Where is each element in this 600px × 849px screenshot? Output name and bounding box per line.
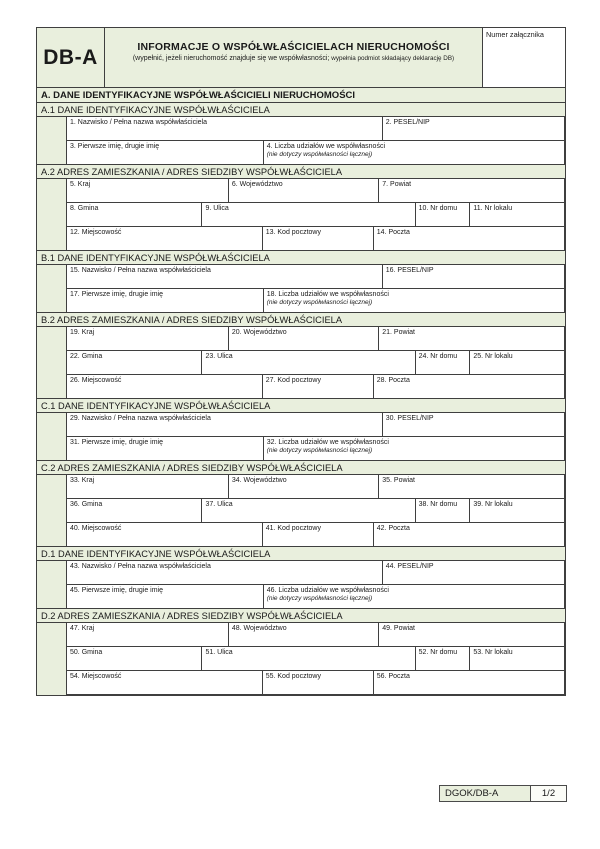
field-number: 14. [376, 229, 387, 236]
field-47-box[interactable] [66, 622, 229, 647]
field-52-box[interactable] [415, 646, 471, 671]
field-number: 35. [382, 477, 392, 484]
field-label [267, 143, 561, 151]
field-label [266, 377, 370, 385]
field-label-text: Kraj [81, 329, 95, 336]
field-label-text: Województwo [243, 625, 287, 632]
field-23-box[interactable] [201, 350, 415, 375]
field-number: 8. [70, 205, 76, 212]
field-number: 44. [385, 563, 396, 570]
field-label [70, 119, 379, 127]
field-11-box[interactable] [469, 202, 565, 227]
field-row [67, 584, 565, 609]
subsection-header-d-2: D.2 ADRES ZAMIESZKANIA / ADRES SIEDZIBY WSPÓŁWŁAŚCICIELA [37, 608, 565, 623]
field-number: 45. [70, 587, 80, 594]
field-label [205, 205, 411, 213]
field-number: 27. [265, 377, 276, 384]
field-row [67, 178, 565, 203]
db-a-form [36, 27, 566, 696]
field-32-box[interactable] [263, 436, 565, 461]
form-header [37, 28, 565, 88]
field-20-box[interactable] [228, 326, 379, 351]
field-label-text: PESEL/NIP [397, 267, 434, 274]
form-code: DB-A [37, 28, 105, 87]
field-row [67, 498, 565, 523]
field-number: 22. [70, 353, 80, 360]
field-18-box[interactable] [263, 288, 565, 313]
field-number: 41. [265, 525, 276, 532]
field-number: 53. [473, 649, 484, 656]
field-row [67, 226, 565, 251]
field-number: 5. [70, 181, 76, 188]
subsection-rows-c-2 [37, 474, 565, 547]
field-label-text: Liczba udziałów we współwłasności [278, 291, 389, 298]
field-number: 15. [70, 267, 80, 274]
field-16-box[interactable] [382, 264, 565, 289]
field-50-box[interactable] [66, 646, 202, 671]
field-34-box[interactable] [228, 474, 379, 499]
field-label [70, 267, 379, 275]
field-label-text: Miejscowość [81, 377, 122, 384]
subsection-header-c-1: C.1 DANE IDENTYFIKACYJNE WSPÓŁWŁAŚCICIELA [37, 398, 565, 413]
field-number: 7. [382, 181, 389, 188]
field-number: 12. [70, 229, 80, 236]
field-label-text: Nazwisko / Pełna nazwa współwłaściciela [81, 415, 211, 422]
field-label [70, 563, 379, 571]
field-label-text: Kod pocztowy [277, 525, 321, 532]
field-label-text: Pierwsze imię, drugie imię [81, 291, 163, 298]
field-label-text: Kod pocztowy [277, 229, 321, 236]
field-row [67, 474, 565, 499]
field-label [386, 267, 561, 275]
field-label [419, 353, 467, 361]
field-29-box[interactable] [66, 412, 383, 437]
field-number: 50. [70, 649, 80, 656]
field-label [267, 439, 561, 447]
field-label [267, 587, 561, 595]
field-label-text: Poczta [388, 229, 410, 236]
field-3-box[interactable] [66, 140, 264, 165]
field-row [67, 288, 565, 313]
field-13-box[interactable] [262, 226, 374, 251]
form-subtitle-small: wypełnia podmiot składający deklarację DB) [331, 55, 455, 62]
field-row [67, 264, 565, 289]
field-36-box[interactable] [66, 498, 202, 523]
field-number: 17. [70, 291, 80, 298]
form-title: INFORMACJE O WSPÓŁWŁAŚCICIELACH NIERUCHOMOŚCI [137, 41, 450, 53]
field-label [70, 377, 259, 385]
field-row [67, 350, 565, 375]
field-label-text: Kraj [77, 181, 91, 188]
field-label [70, 477, 225, 485]
field-label-text: Liczba udziałów we współwłasności [278, 439, 389, 446]
field-53-box[interactable] [469, 646, 565, 671]
field-number: 36. [70, 501, 80, 508]
field-number: 6. [231, 181, 238, 188]
field-label-text: PESEL/NIP [397, 563, 434, 570]
field-number: 55. [265, 673, 276, 680]
field-label [386, 415, 561, 423]
field-30-box[interactable] [382, 412, 565, 437]
field-number: 40. [70, 525, 80, 532]
field-label [70, 205, 198, 213]
field-24-box[interactable] [415, 350, 471, 375]
field-label-text: Poczta [388, 673, 410, 680]
field-label [382, 477, 561, 485]
field-number: 39. [473, 501, 484, 508]
field-label [382, 625, 561, 633]
field-number: 18. [266, 291, 277, 298]
field-number: 28. [376, 377, 387, 384]
field-row [67, 522, 565, 547]
field-label [70, 229, 259, 237]
field-label-text: Gmina [81, 649, 103, 656]
field-label-text: Gmina [77, 205, 99, 212]
field-9-box[interactable] [201, 202, 415, 227]
field-label [70, 625, 225, 633]
field-15-box[interactable] [66, 264, 383, 289]
field-label [70, 353, 198, 361]
subsection-header-a-1: A.1 DANE IDENTYFIKACYJNE WSPÓŁWŁAŚCICIELA [37, 102, 565, 117]
field-label-text: Ulica [213, 205, 229, 212]
field-label [419, 501, 467, 509]
field-7-box[interactable] [378, 178, 565, 203]
subsection-rows-b-1 [37, 264, 565, 313]
subsection-header-a-2: A.2 ADRES ZAMIESZKANIA / ADRES SIEDZIBY WSPÓŁWŁAŚCICIELA [37, 164, 565, 179]
field-number: 24. [418, 353, 429, 360]
field-label-text: Kod pocztowy [277, 377, 321, 384]
field-label-text: Liczba udziałów we współwłasności [278, 587, 389, 594]
field-number: 52. [418, 649, 429, 656]
field-8-box[interactable] [66, 202, 202, 227]
field-label [70, 439, 260, 447]
form-subtitle [105, 55, 482, 62]
field-5-box[interactable] [66, 178, 229, 203]
attachment-number-box[interactable] [483, 28, 565, 87]
field-label-text: Powiat [393, 329, 415, 336]
field-label-text: Nr domu [430, 353, 458, 360]
footer-page-number: 1/2 [531, 786, 566, 801]
field-label [382, 181, 561, 189]
field-number: 10. [418, 205, 429, 212]
field-label-text: Powiat [390, 181, 412, 188]
field-number: 11. [473, 205, 483, 212]
field-row [67, 326, 565, 351]
section-a-header: A. DANE IDENTYFIKACYJNE WSPÓŁWŁAŚCICIELI NIERUCHOMOŚCI [37, 88, 565, 103]
field-40-box[interactable] [66, 522, 263, 547]
field-row [67, 560, 565, 585]
field-row [67, 374, 565, 399]
field-number: 47. [70, 625, 80, 632]
field-label [473, 649, 561, 657]
field-2-box[interactable] [382, 116, 565, 141]
subsection-header-b-2: B.2 ADRES ZAMIESZKANIA / ADRES SIEDZIBY WSPÓŁWŁAŚCICIELA [37, 312, 565, 327]
field-label-text: Pierwsze imię, drugie imię [81, 587, 163, 594]
field-56-box[interactable] [373, 670, 565, 695]
field-label [70, 525, 259, 533]
field-label [377, 525, 561, 533]
field-6-box[interactable] [228, 178, 379, 203]
field-note: (nie dotyczy współwłasności łącznej) [266, 595, 373, 603]
field-27-box[interactable] [262, 374, 374, 399]
field-label-text: Województwo [239, 181, 283, 188]
field-number: 4. [266, 143, 273, 150]
field-label-text: Miejscowość [81, 525, 122, 532]
field-14-box[interactable] [373, 226, 565, 251]
field-number: 51. [205, 649, 216, 656]
subsection-rows-a-2 [37, 178, 565, 251]
field-label-text: Województwo [243, 329, 287, 336]
field-number: 19. [70, 329, 80, 336]
field-row [67, 412, 565, 437]
field-21-box[interactable] [378, 326, 565, 351]
field-28-box[interactable] [373, 374, 565, 399]
field-label-text: Kraj [81, 477, 95, 484]
field-46-box[interactable] [263, 584, 565, 609]
field-label-text: Powiat [393, 625, 415, 632]
field-number: 49. [382, 625, 392, 632]
field-number: 13. [265, 229, 276, 236]
field-number: 26. [70, 377, 80, 384]
field-45-box[interactable] [66, 584, 264, 609]
field-44-box[interactable] [382, 560, 565, 585]
field-48-box[interactable] [228, 622, 379, 647]
field-label-text: Ulica [217, 353, 233, 360]
subsection-rows-a-1 [37, 116, 565, 165]
field-number: 3. [70, 143, 76, 150]
field-label-text: Gmina [81, 501, 103, 508]
field-41-box[interactable] [262, 522, 374, 547]
field-label [70, 673, 259, 681]
subsection-rows-b-2 [37, 326, 565, 399]
field-label-text: Pierwsze imię, drugie imię [81, 439, 163, 446]
field-number: 16. [385, 267, 396, 274]
field-number: 20. [231, 329, 242, 336]
field-33-box[interactable] [66, 474, 229, 499]
field-4-box[interactable] [263, 140, 565, 165]
field-label-text: Miejscowość [81, 229, 122, 236]
field-number: 34. [231, 477, 242, 484]
footer-form-code: DGOK/DB-A [440, 786, 531, 801]
field-label-text: Nr domu [430, 205, 458, 212]
field-label-text: Nazwisko / Pełna nazwa współwłaściciela [81, 563, 211, 570]
field-number: 54. [70, 673, 80, 680]
field-label [382, 329, 561, 337]
field-row [67, 646, 565, 671]
field-number: 23. [205, 353, 216, 360]
field-label [419, 649, 467, 657]
subsection-rows-c-1 [37, 412, 565, 461]
field-label [232, 329, 375, 337]
field-label [266, 229, 370, 237]
field-42-box[interactable] [373, 522, 565, 547]
field-label-text: Nr lokalu [484, 205, 513, 212]
subsection-rows-d-2 [37, 622, 565, 695]
field-label [70, 501, 198, 509]
field-number: 1. [70, 119, 76, 126]
field-number: 9. [205, 205, 212, 212]
field-number: 21. [382, 329, 392, 336]
field-label [473, 501, 561, 509]
field-22-box[interactable] [66, 350, 202, 375]
field-35-box[interactable] [378, 474, 565, 499]
field-label-text: Liczba udziałów we współwłasności [274, 143, 385, 150]
field-label [205, 649, 411, 657]
subsection-header-d-1: D.1 DANE IDENTYFIKACYJNE WSPÓŁWŁAŚCICIELA [37, 546, 565, 561]
field-label [266, 673, 370, 681]
field-label-text: Powiat [393, 477, 415, 484]
field-number: 48. [231, 625, 242, 632]
field-note: (nie dotyczy współwłasności łącznej) [266, 299, 373, 307]
field-label [473, 353, 561, 361]
subsection-header-b-1: B.1 DANE IDENTYFIKACYJNE WSPÓŁWŁAŚCICIELA [37, 250, 565, 265]
field-number: 2. [385, 119, 392, 126]
field-label-text: Kod pocztowy [277, 673, 321, 680]
attachment-number-label: Numer załącznika [486, 30, 544, 39]
field-label [419, 205, 467, 213]
field-38-box[interactable] [415, 498, 471, 523]
field-49-box[interactable] [378, 622, 565, 647]
form-subtitle-main: (wypełnić, jeżeli nieruchomość znajduje się we współwłasności; [132, 55, 330, 62]
field-51-box[interactable] [201, 646, 415, 671]
field-label-text: Nr lokalu [485, 649, 513, 656]
form-title-cell [105, 28, 483, 87]
footer-box [439, 785, 567, 802]
field-label [232, 625, 375, 633]
field-row [67, 202, 565, 227]
field-label-text: Pierwsze imię, drugie imię [77, 143, 160, 150]
field-label-text: Nr lokalu [485, 353, 513, 360]
field-number: 42. [376, 525, 387, 532]
field-label-text: Ulica [217, 501, 233, 508]
field-25-box[interactable] [469, 350, 565, 375]
field-number: 37. [205, 501, 216, 508]
field-label [266, 525, 370, 533]
field-label-text: Poczta [388, 377, 410, 384]
field-label [70, 181, 225, 189]
field-label-text: Gmina [81, 353, 103, 360]
field-37-box[interactable] [201, 498, 415, 523]
subsection-rows-d-1 [37, 560, 565, 609]
field-number: 33. [70, 477, 80, 484]
field-label-text: Miejscowość [81, 673, 122, 680]
field-label-text: Ulica [217, 649, 233, 656]
field-label [377, 377, 561, 385]
field-number: 32. [266, 439, 277, 446]
field-10-box[interactable] [415, 202, 471, 227]
field-label [267, 291, 561, 299]
form-sections [37, 102, 565, 695]
field-number: 43. [70, 563, 80, 570]
field-label-text: Nazwisko / Pełna nazwa współwłaściciela [81, 267, 211, 274]
field-26-box[interactable] [66, 374, 263, 399]
field-label [232, 477, 375, 485]
field-row [67, 116, 565, 141]
field-12-box[interactable] [66, 226, 263, 251]
field-label-text: Nazwisko / Pełna nazwa współwłaściciela [77, 119, 207, 126]
field-label [232, 181, 375, 189]
field-number: 56. [376, 673, 387, 680]
field-label [377, 229, 561, 237]
field-label [473, 205, 561, 213]
field-label [70, 143, 260, 151]
field-label [386, 563, 561, 571]
field-19-box[interactable] [66, 326, 229, 351]
field-label [70, 415, 379, 423]
field-label-text: PESEL/NIP [393, 119, 430, 126]
field-label [386, 119, 561, 127]
field-row [67, 670, 565, 695]
field-number: 31. [70, 439, 80, 446]
field-label-text: Poczta [388, 525, 410, 532]
field-number: 30. [385, 415, 396, 422]
field-label [70, 587, 260, 595]
field-label [70, 291, 260, 299]
field-row [67, 622, 565, 647]
field-number: 25. [473, 353, 484, 360]
field-note: (nie dotyczy współwłasności łącznej) [266, 151, 373, 159]
field-label [205, 501, 411, 509]
field-note: (nie dotyczy współwłasności łącznej) [266, 447, 373, 455]
field-row [67, 436, 565, 461]
field-54-box[interactable] [66, 670, 263, 695]
field-label-text: Nr domu [430, 649, 458, 656]
field-number: 46. [266, 587, 277, 594]
field-1-box[interactable] [66, 116, 383, 141]
field-39-box[interactable] [469, 498, 565, 523]
field-17-box[interactable] [66, 288, 264, 313]
field-55-box[interactable] [262, 670, 374, 695]
field-number: 38. [418, 501, 429, 508]
field-label-text: Nr domu [430, 501, 458, 508]
field-label-text: PESEL/NIP [397, 415, 434, 422]
field-label [377, 673, 561, 681]
field-row [67, 140, 565, 165]
field-label-text: Kraj [81, 625, 95, 632]
field-label-text: Nr lokalu [485, 501, 513, 508]
field-31-box[interactable] [66, 436, 264, 461]
field-number: 29. [70, 415, 80, 422]
subsection-header-c-2: C.2 ADRES ZAMIESZKANIA / ADRES SIEDZIBY WSPÓŁWŁAŚCICIELA [37, 460, 565, 475]
field-label [70, 329, 225, 337]
field-label-text: Województwo [243, 477, 287, 484]
field-label [205, 353, 411, 361]
field-label [70, 649, 198, 657]
field-43-box[interactable] [66, 560, 383, 585]
